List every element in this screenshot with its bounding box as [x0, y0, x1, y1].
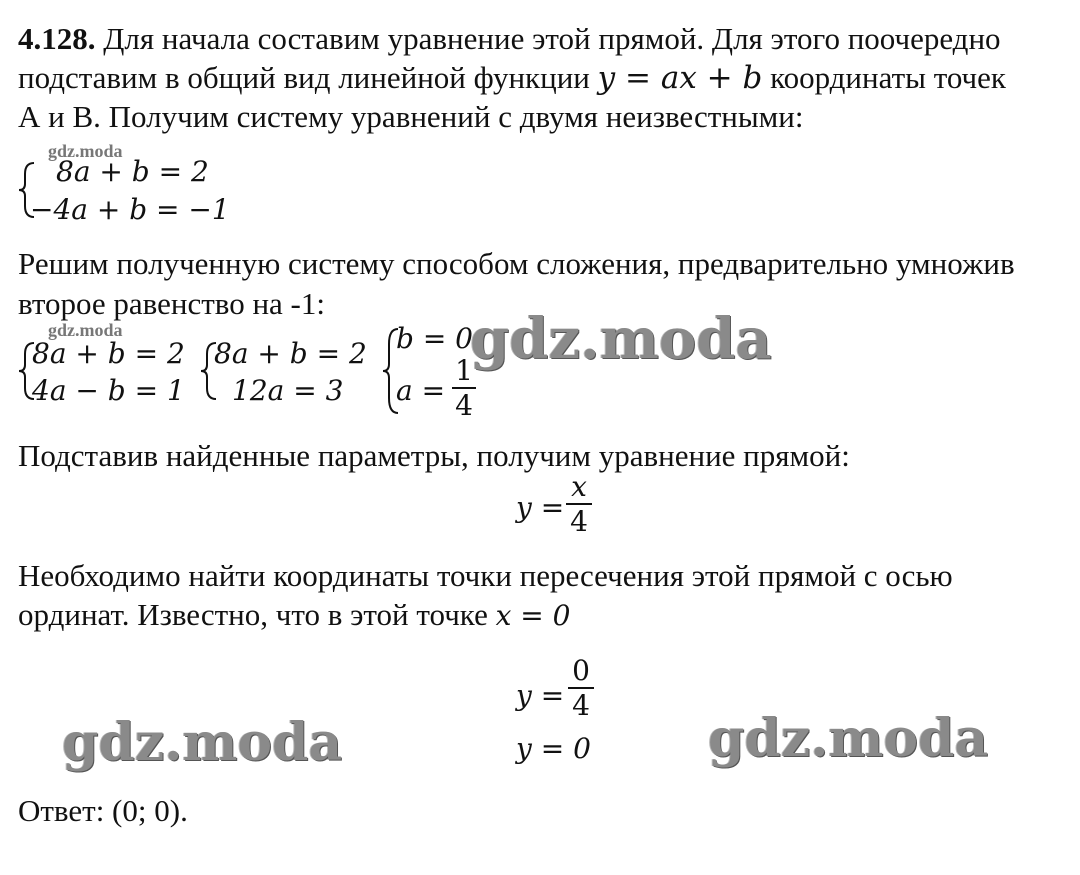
watermark-small-1: gdz.moda — [48, 141, 123, 161]
problem-line-3: А и В. Получим систему уравнений с двумя неизвестными: — [18, 99, 804, 134]
solve-line-2: второе равенство на -1: — [18, 286, 325, 321]
system2c-row1: b = 0 — [396, 322, 473, 355]
substitute-line: Подставив найденные параметры, получим уравнение прямой: — [18, 438, 850, 473]
system2c-row2-lhs: a = — [396, 374, 446, 407]
problem-number: 4.128. — [18, 21, 96, 56]
system1-row1: 8a + b = 2 — [56, 155, 209, 188]
intersect-text-2a: ординат. Известно, что в этой точке — [18, 597, 496, 632]
system2b-row2: 12a = 3 — [232, 374, 344, 407]
line-fraction-denominator: 4 — [570, 505, 588, 539]
problem-line-2 — [18, 62, 1006, 94]
intro-text-1: Для начала составим уравнение этой прямой. Для этого поочередно — [95, 21, 1001, 56]
watermark-small-2: gdz.moda — [48, 320, 123, 340]
linear-function-formula: y = ax + b — [597, 60, 763, 96]
intro-text-2b: координаты точек — [762, 60, 1006, 95]
intersect-line-1: Необходимо найти координаты точки пересечения этой прямой с осью — [18, 558, 953, 593]
problem-line-1 — [18, 23, 1001, 54]
calc-eq1-fraction — [568, 656, 594, 721]
fraction-denominator: 4 — [455, 389, 473, 423]
answer-line: Ответ: (0; 0). — [18, 793, 188, 828]
system2a-row2: 4a − b = 1 — [32, 374, 185, 407]
system1-row2: −4a + b = −1 — [30, 193, 230, 226]
intersect-line-2 — [18, 599, 570, 630]
calc-eq1-lhs: y = — [516, 679, 565, 712]
solve-line-1: Решим полученную систему способом сложения, предварительно умножив — [18, 246, 1015, 281]
line-fraction-numerator: x — [571, 470, 587, 503]
intro-text-2a: подставим в общий вид линейной функции — [18, 60, 598, 95]
system2b-row1: 8a + b = 2 — [214, 337, 367, 370]
system2a-row1: 8a + b = 2 — [32, 337, 185, 370]
watermark-large-3: gdz.moda — [708, 708, 989, 769]
x-zero-formula: x = 0 — [495, 599, 571, 632]
calc-fraction-denominator: 4 — [572, 689, 590, 723]
calc-fraction-numerator: 0 — [572, 654, 590, 687]
line-equation-lhs: y = — [516, 491, 565, 524]
fraction-numerator: 1 — [455, 354, 473, 387]
watermark-large-1: gdz.moda — [470, 306, 772, 372]
calc-eq2: y = 0 — [516, 732, 591, 765]
watermark-large-2: gdz.moda — [62, 712, 343, 773]
line-equation-fraction — [566, 472, 592, 537]
